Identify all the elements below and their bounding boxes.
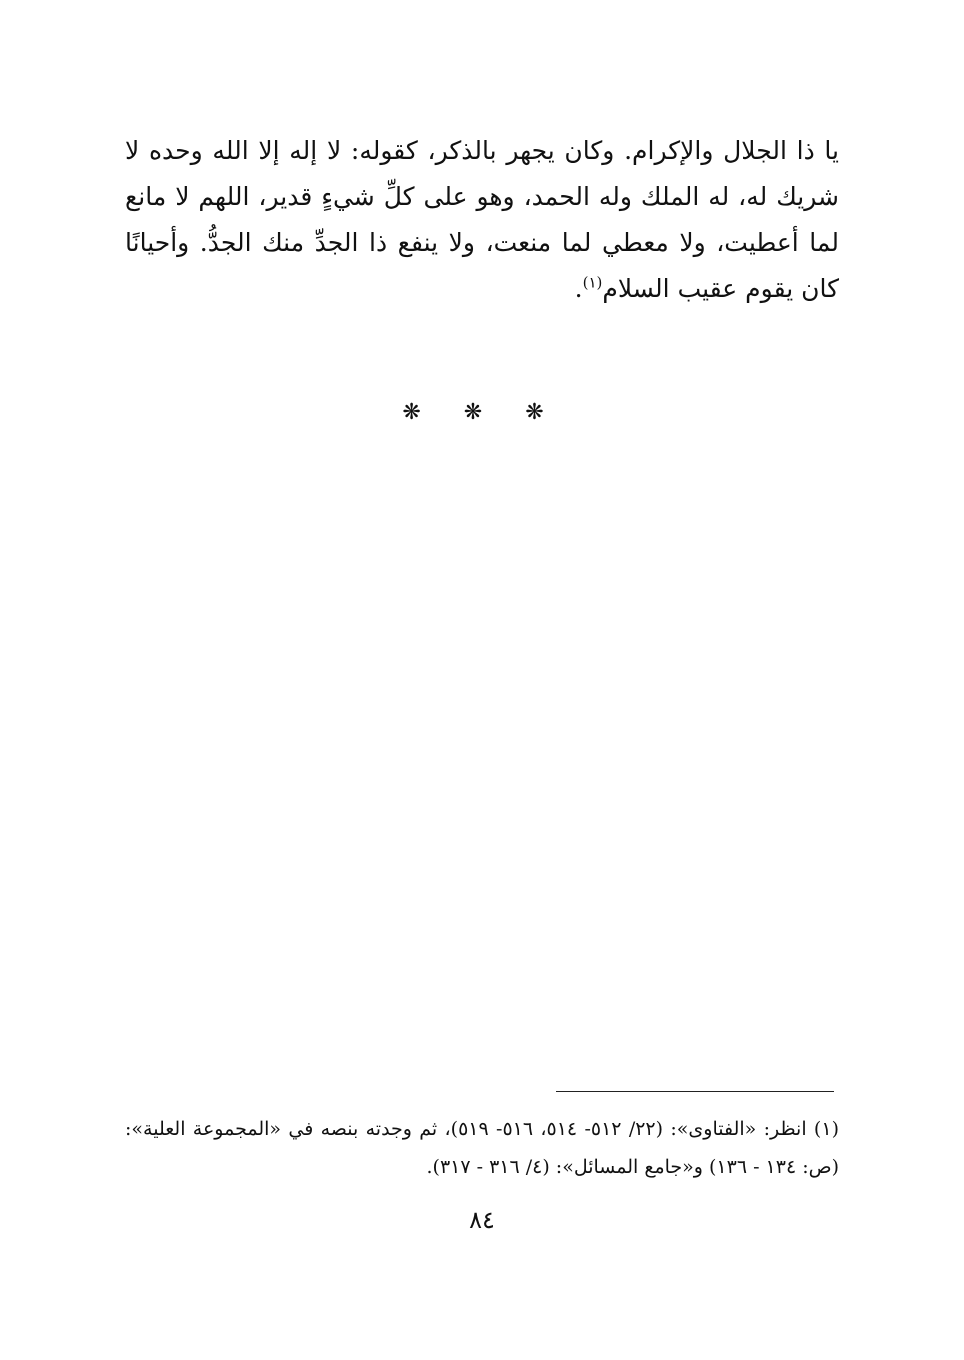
paragraph-end: . xyxy=(574,274,583,303)
footnote-item: (١) انظر: «الفتاوى»: (٢٢/ ٥١٢- ٥١٤، ٥١٦- ٥١٩)، ثم وجدته بنصه في «المجموعة العلية»: (ص: ١٣٤ - ١٣٦) و«جامع المسائل»: (٤/ ٣١٦ - ٣١٧). xyxy=(125,1118,839,1178)
section-separator: ❋ ❋ ❋ xyxy=(402,400,562,425)
paragraph-text: يا ذا الجلال والإكرام. وكان يجهر بالذكر، كقوله: لا إله إلا الله وحده لا شريك له، له الملك وله الحمد، وهو على كلِّ شيءٍ قدير، اللهم لا مانع لما أعطيت، ولا معطي لما منعت، ولا ينفع ذا الجدِّ منك الجدُّ. وأحيانًا كان يقوم عقيب السلام xyxy=(125,136,839,303)
footnotes-block xyxy=(125,1110,839,1186)
footnote-divider xyxy=(556,1091,834,1092)
page-number: ٨٤ xyxy=(469,1206,495,1234)
footnote-reference[interactable]: (١) xyxy=(582,273,603,292)
main-paragraph xyxy=(125,128,839,312)
main-paragraph-block xyxy=(125,128,839,312)
